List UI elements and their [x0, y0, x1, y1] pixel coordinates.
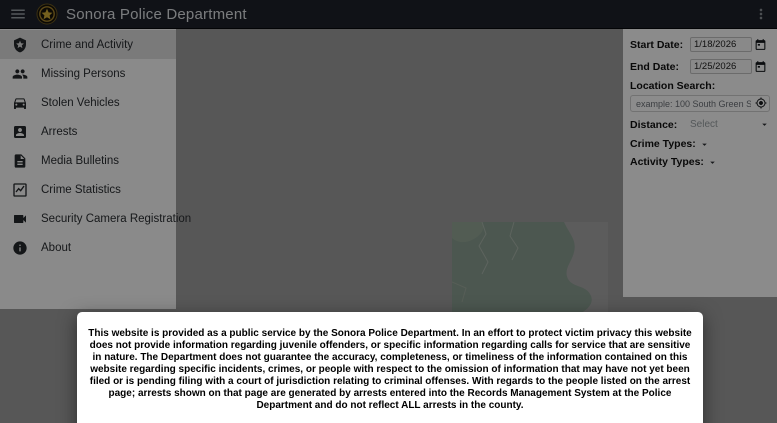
- disclaimer-modal: [77, 312, 703, 423]
- distance-label: Distance:: [630, 118, 678, 131]
- sidebar-item-label: Crime Statistics: [41, 183, 121, 196]
- distance-selected-value: Select: [690, 119, 718, 130]
- sidebar-item-label: Arrests: [41, 125, 78, 138]
- disclaimer-text: This website is provided as a public service by the Sonora Police Department. In an effort to protect victim privacy this website does not provide information regarding juvenile offenders, or specific information regarding calls for service that are sensitive in nature. The Department does not guarantee the accuracy, completeness, or timeliness of the information contained on this website regarding specific incidents, crimes, or people with respect to the omission of information that may have not yet been filed or is pending filing with a court of jurisdiction relating to criminal offenses. With regards to the people listed on the arrest page; arrests shown on that page are generated by arrests entered into the Records Management System at the Police Department and do not reflect ALL arrests in the county.: [88, 328, 692, 411]
- end-date-label: End Date:: [630, 60, 680, 73]
- sidebar-item-label: Media Bulletins: [41, 154, 119, 167]
- sidebar-item-label: About: [41, 241, 72, 254]
- sidebar-item-label: Security Camera Registration: [41, 212, 192, 225]
- sidebar-item-label: Stolen Vehicles: [41, 96, 120, 109]
- location-search-label: Location Search:: [630, 80, 716, 92]
- activity-types-label: Activity Types:: [630, 156, 704, 168]
- sidebar-item-label: Missing Persons: [41, 67, 126, 80]
- crime-types-label: Crime Types:: [630, 138, 696, 150]
- start-date-label: Start Date:: [630, 38, 684, 51]
- page-title: Sonora Police Department: [66, 5, 247, 23]
- sidebar-item-label: Crime and Activity: [41, 38, 134, 51]
